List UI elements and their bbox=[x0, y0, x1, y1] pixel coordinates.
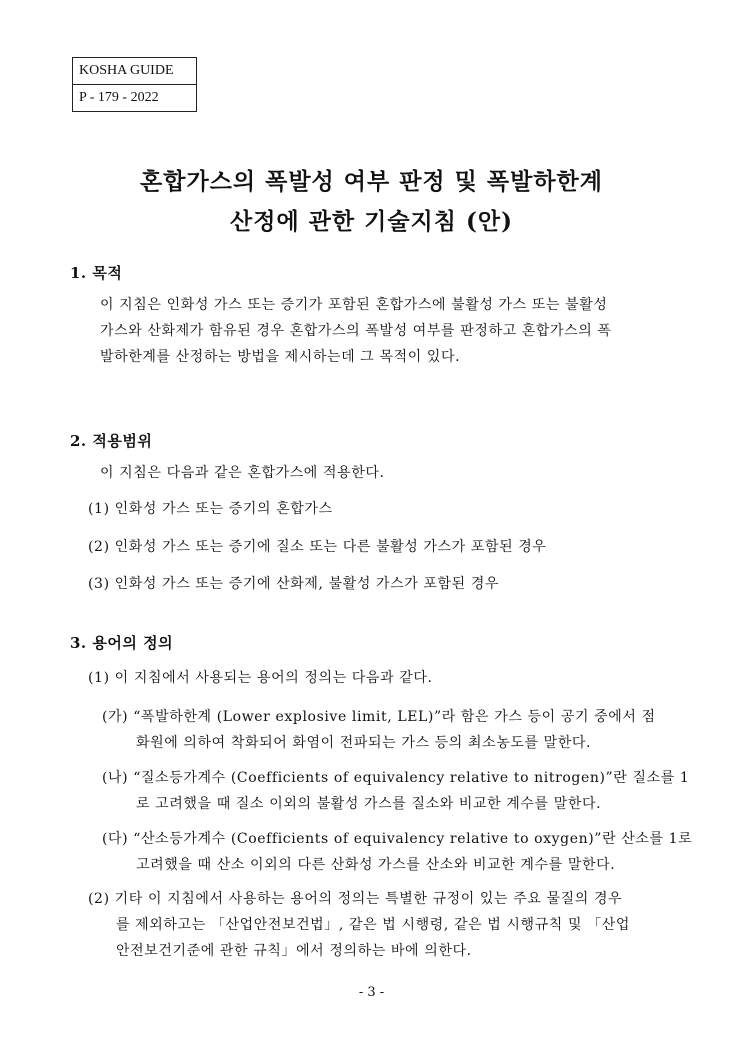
scope-item-2: (2) 인화성 가스 또는 증기에 질소 또는 다른 불활성 가스가 포함된 경우 bbox=[88, 539, 547, 555]
definition-da-line-1: (다) “산소등가계수 (Coefficients of equivalency relative to oxygen)”란 산소를 1로 bbox=[102, 831, 693, 847]
purpose-line-3: 발하한계를 산정하는 방법을 제시하는데 그 목적이 있다. bbox=[100, 349, 461, 365]
definitions-item-1: (1) 이 지침에서 사용되는 용어의 정의는 다음과 같다. bbox=[88, 670, 433, 686]
document-title-line2: 산정에 관한 기술지침 (안) bbox=[230, 208, 513, 235]
guide-code-box bbox=[72, 57, 197, 112]
purpose-line-1: 이 지침은 인화성 가스 또는 증기가 포함된 혼합가스에 불활성 가스 또는 불활성 bbox=[100, 297, 608, 313]
definitions-item-2-line-2: 를 제외하고는 「산업안전보건법」, 같은 법 시행령, 같은 법 시행규칙 및 「산업 bbox=[116, 917, 630, 933]
definitions-item-2-line-3: 안전보건기준에 관한 규칙」에서 정의하는 바에 의한다. bbox=[116, 943, 472, 959]
document-title-line1: 혼합가스의 폭발성 여부 판정 및 폭발하한계 bbox=[140, 168, 603, 195]
section-heading-definitions: 3. 용어의 정의 bbox=[70, 634, 174, 652]
scope-item-1: (1) 인화성 가스 또는 증기의 혼합가스 bbox=[88, 501, 333, 517]
definition-ga-line-2: 화원에 의하여 착화되어 화염이 전파되는 가스 등의 최소농도를 말한다. bbox=[136, 735, 592, 751]
section-heading-purpose: 1. 목적 bbox=[70, 264, 123, 282]
guide-code: P - 179 - 2022 bbox=[73, 84, 196, 111]
definition-na-line-2: 로 고려했을 때 질소 이외의 불활성 가스를 질소와 비교한 계수를 말한다. bbox=[136, 796, 602, 812]
page-number: - 3 - bbox=[358, 985, 385, 1000]
section-heading-scope: 2. 적용범위 bbox=[70, 432, 153, 450]
scope-item-3: (3) 인화성 가스 또는 증기에 산화제, 불활성 가스가 포함된 경우 bbox=[88, 576, 500, 592]
definition-na-line-1: (나) “질소등가계수 (Coefficients of equivalency relative to nitrogen)”란 질소를 1 bbox=[102, 770, 690, 786]
definition-da-line-2: 고려했을 때 산소 이외의 다른 산화성 가스를 산소와 비교한 계수를 말한다. bbox=[136, 857, 616, 873]
scope-intro: 이 지침은 다음과 같은 혼합가스에 적용한다. bbox=[100, 465, 385, 481]
definitions-item-2-line-1: (2) 기타 이 지침에서 사용하는 용어의 정의는 특별한 규정이 있는 주요 물질의 경우 bbox=[88, 891, 623, 907]
guide-label: KOSHA GUIDE bbox=[79, 63, 174, 78]
purpose-line-2: 가스와 산화제가 함유된 경우 혼합가스의 폭발성 여부를 판정하고 혼합가스의 폭 bbox=[100, 323, 612, 339]
definition-ga-line-1: (가) “폭발하한계 (Lower explosive limit, LEL)”라 함은 가스 등이 공기 중에서 점 bbox=[102, 709, 656, 725]
